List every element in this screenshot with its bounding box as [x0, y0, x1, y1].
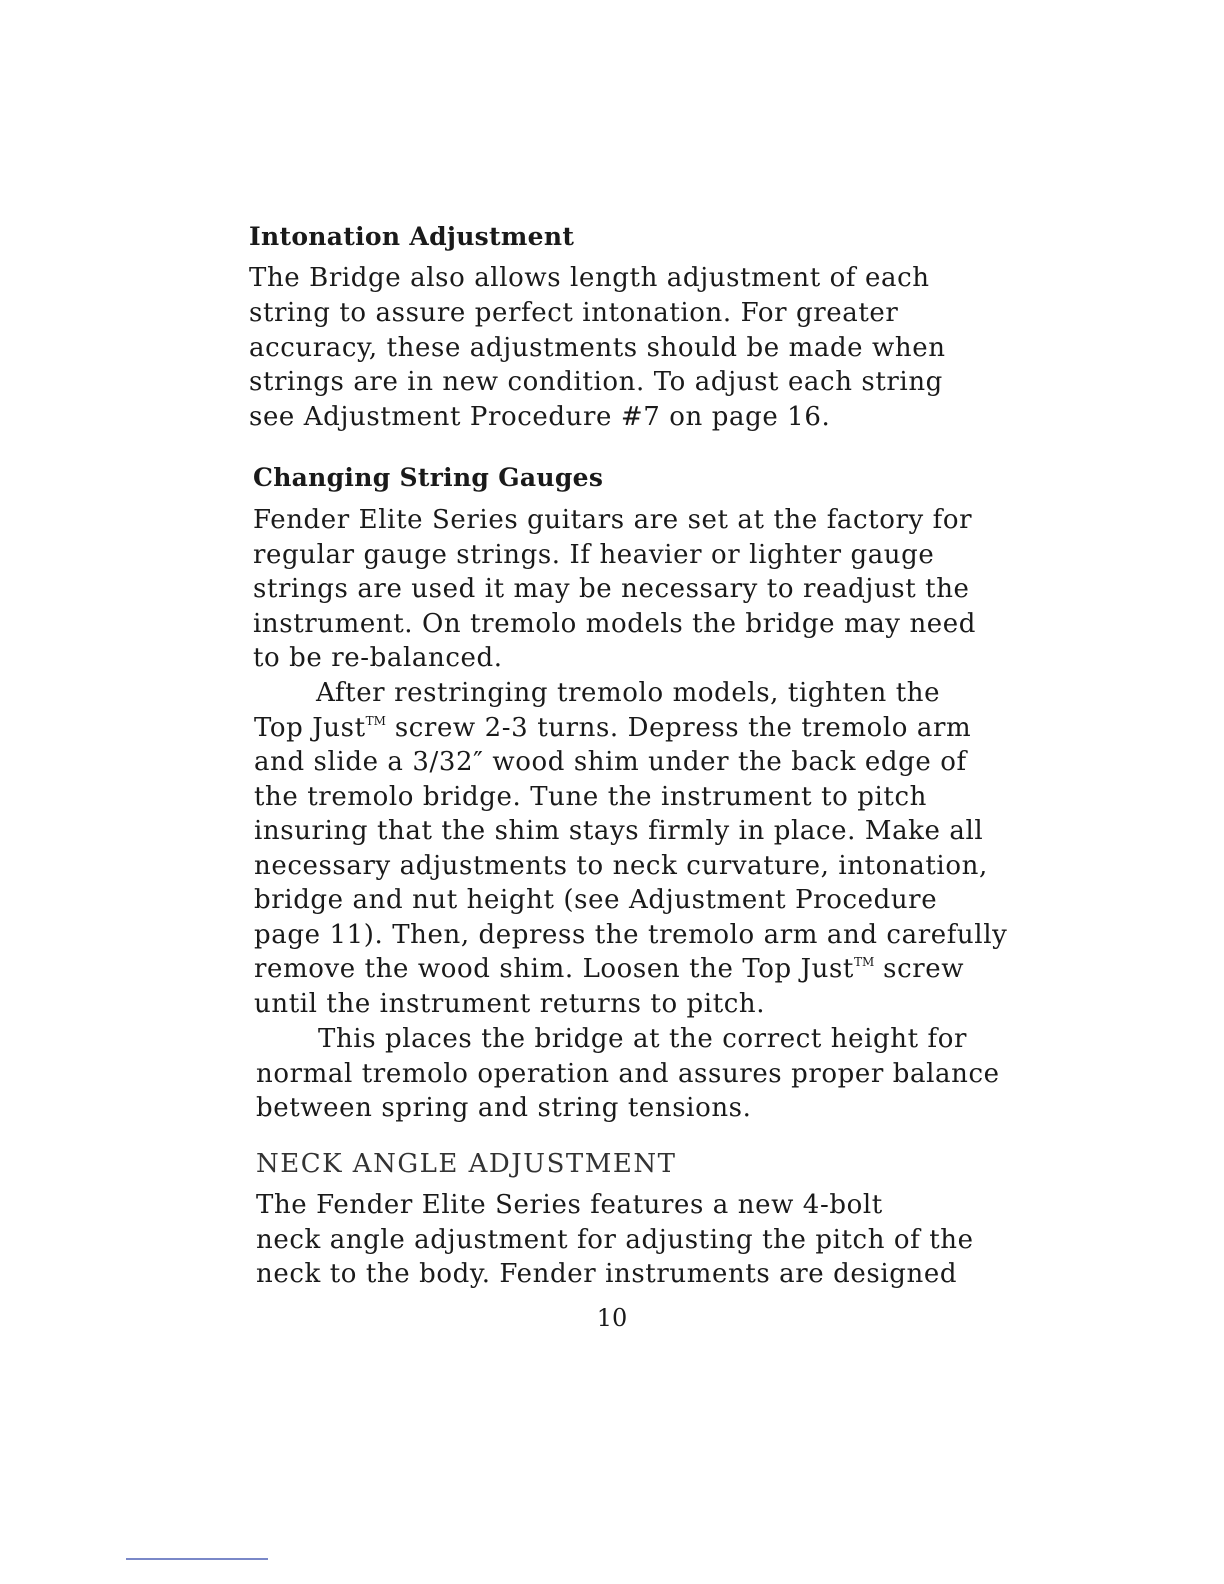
- neck-angle-heading: NECK ANGLE ADJUSTMENT: [256, 1149, 677, 1179]
- gauges-p2-line-1: After restringing tremolo models, tighten the: [316, 678, 941, 708]
- gauges-p2-line-6: necessary adjustments to neck curvature, intonation,: [254, 851, 988, 881]
- trademark-mark: TM: [853, 955, 875, 969]
- gauges-p2-line-9-rest: screw: [874, 954, 965, 984]
- top-just-text: Top Just: [254, 713, 366, 743]
- gauges-p2-line-9: [254, 954, 964, 984]
- gauges-p1-line-3: strings are used it may be necessary to readjust the: [253, 574, 970, 604]
- gauges-p3-line-3: between spring and string tensions.: [256, 1093, 752, 1123]
- gauges-p1-line-2: regular gauge strings. If heavier or lighter gauge: [253, 540, 935, 570]
- gauges-p1-line-5: to be re-balanced.: [253, 643, 503, 673]
- neck-line-1: The Fender Elite Series features a new 4-bolt: [256, 1190, 883, 1220]
- gauges-p2-line-7: bridge and nut height (see Adjustment Procedure: [254, 885, 938, 915]
- gauges-p2-line-2: [254, 713, 971, 743]
- gauges-p1-line-1: Fender Elite Series guitars are set at the factory for: [253, 505, 973, 535]
- neck-line-2: neck angle adjustment for adjusting the pitch of the: [256, 1225, 974, 1255]
- gauges-p3-line-2: normal tremolo operation and assures proper balance: [256, 1059, 1000, 1089]
- gauges-p2-line-3: and slide a 3/32″ wood shim under the back edge of: [254, 747, 967, 777]
- intonation-line-5: see Adjustment Procedure #7 on page 16.: [249, 402, 831, 432]
- page-number: 10: [596, 1304, 628, 1332]
- intonation-line-2: string to assure perfect intonation. For greater: [249, 298, 899, 328]
- gauges-p2-line-2-rest: screw 2-3 turns. Depress the tremolo arm: [385, 713, 972, 743]
- gauges-p2-line-9-text: remove the wood shim. Loosen the Top Just: [254, 954, 854, 984]
- gauges-p2-line-8: page 11). Then, depress the tremolo arm and carefully: [254, 920, 1008, 950]
- intonation-heading: Intonation Adjustment: [249, 222, 575, 251]
- gauges-p3-line-1: This places the bridge at the correct height for: [318, 1024, 968, 1054]
- gauges-p2-line-4: the tremolo bridge. Tune the instrument to pitch: [254, 782, 927, 812]
- trademark-mark: TM: [365, 714, 386, 728]
- gauges-p2-line-10: until the instrument returns to pitch.: [254, 989, 766, 1019]
- gauges-p2-line-5: insuring that the shim stays firmly in place. Make all: [254, 816, 984, 846]
- gauges-p1-line-4: instrument. On tremolo models the bridge may need: [253, 609, 977, 639]
- intonation-line-4: strings are in new condition. To adjust each string: [249, 367, 943, 397]
- neck-line-3: neck to the body. Fender instruments are designed: [256, 1259, 958, 1289]
- intonation-line-3: accuracy, these adjustments should be made when: [249, 333, 946, 363]
- gauges-heading: Changing String Gauges: [253, 463, 604, 492]
- intonation-line-1: The Bridge also allows length adjustment of each: [249, 263, 930, 293]
- footer-rule: [126, 1558, 268, 1560]
